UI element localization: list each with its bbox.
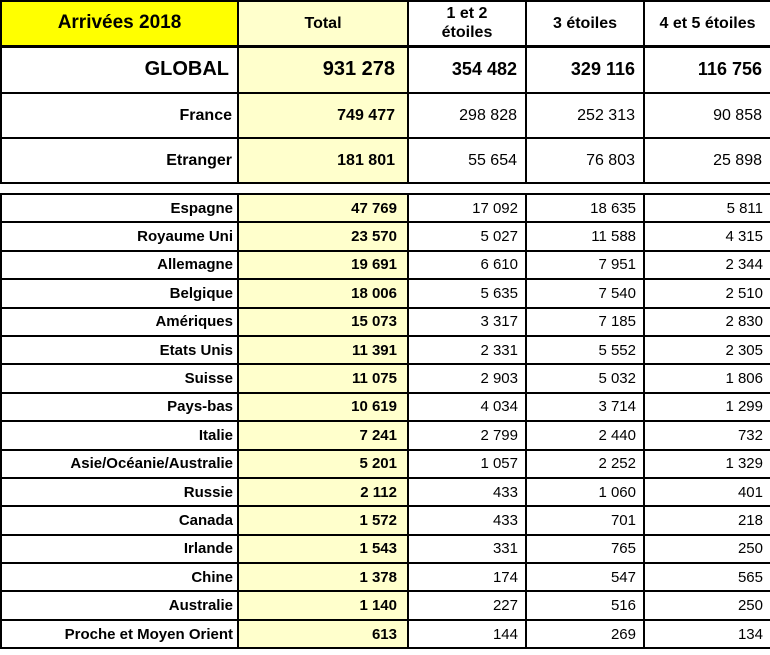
stars-4-5-cell: 134 [644, 620, 770, 648]
stars-3-cell: 7 185 [526, 308, 644, 336]
stars-1-2-cell: 298 828 [408, 93, 526, 138]
stars-3-cell: 7 951 [526, 251, 644, 279]
country-row-royaume-uni [1, 222, 770, 250]
row-label: Allemagne [1, 251, 238, 279]
stars-1-2-cell: 5 027 [408, 222, 526, 250]
row-label: Asie/Océanie/Australie [1, 450, 238, 478]
stars-3-cell: 701 [526, 506, 644, 534]
row-label: Russie [1, 478, 238, 506]
total-cell: 1 140 [238, 591, 408, 619]
row-label: Etats Unis [1, 336, 238, 364]
stars-1-2-cell: 433 [408, 506, 526, 534]
stars-1-2-cell: 4 034 [408, 393, 526, 421]
row-label: Royaume Uni [1, 222, 238, 250]
row-label: Suisse [1, 364, 238, 392]
stars-4-5-cell: 90 858 [644, 93, 770, 138]
stars-1-2-cell: 3 317 [408, 308, 526, 336]
row-label: Italie [1, 421, 238, 449]
country-row-espagne [1, 194, 770, 222]
row-label: Chine [1, 563, 238, 591]
total-cell: 1 543 [238, 535, 408, 563]
stars-3-cell: 11 588 [526, 222, 644, 250]
stars-4-5-cell: 1 299 [644, 393, 770, 421]
stars-4-5-cell: 1 806 [644, 364, 770, 392]
stars-3-cell: 1 060 [526, 478, 644, 506]
stars-1-2-cell: 433 [408, 478, 526, 506]
stars-4-5-cell: 732 [644, 421, 770, 449]
stars-1-2-cell: 6 610 [408, 251, 526, 279]
row-label: GLOBAL [1, 46, 238, 93]
row-label: Australie [1, 591, 238, 619]
row-label: Canada [1, 506, 238, 534]
row-label: Espagne [1, 194, 238, 222]
stars-3-cell: 76 803 [526, 138, 644, 183]
total-cell: 2 112 [238, 478, 408, 506]
row-label: Pays-bas [1, 393, 238, 421]
total-cell: 5 201 [238, 450, 408, 478]
stars-3-cell: 329 116 [526, 46, 644, 93]
stars-1-2-cell: 55 654 [408, 138, 526, 183]
stars-4-5-cell: 218 [644, 506, 770, 534]
total-cell: 181 801 [238, 138, 408, 183]
country-row-pays-bas [1, 393, 770, 421]
total-cell: 23 570 [238, 222, 408, 250]
total-cell: 18 006 [238, 279, 408, 307]
country-row-allemagne [1, 251, 770, 279]
country-row-canada [1, 506, 770, 534]
total-cell: 19 691 [238, 251, 408, 279]
stars-3-cell: 2 252 [526, 450, 644, 478]
stars-3-cell: 516 [526, 591, 644, 619]
country-row-proche-et-moyen-orient [1, 620, 770, 648]
column-header-total: Total [238, 1, 408, 46]
stars-3-cell: 252 313 [526, 93, 644, 138]
stars-1-2-cell: 331 [408, 535, 526, 563]
stars-4-5-cell: 2 830 [644, 308, 770, 336]
stars-1-2-cell: 227 [408, 591, 526, 619]
summary-table [0, 0, 770, 184]
stars-1-2-cell: 17 092 [408, 194, 526, 222]
stars-3-cell: 765 [526, 535, 644, 563]
row-label: Etranger [1, 138, 238, 183]
stars-3-cell: 3 714 [526, 393, 644, 421]
total-cell: 7 241 [238, 421, 408, 449]
total-cell: 613 [238, 620, 408, 648]
stars-4-5-cell: 4 315 [644, 222, 770, 250]
row-france [1, 93, 770, 138]
total-cell: 11 075 [238, 364, 408, 392]
column-header-1-2-stars: 1 et 2 étoiles [408, 1, 526, 46]
stars-3-cell: 2 440 [526, 421, 644, 449]
stars-4-5-cell: 401 [644, 478, 770, 506]
total-cell: 1 572 [238, 506, 408, 534]
stars-3-cell: 547 [526, 563, 644, 591]
country-row-irlande [1, 535, 770, 563]
total-cell: 1 378 [238, 563, 408, 591]
stars-1-2-cell: 2 799 [408, 421, 526, 449]
total-cell: 931 278 [238, 46, 408, 93]
column-header-4-5-stars: 4 et 5 étoiles [644, 1, 770, 46]
row-label: Proche et Moyen Orient [1, 620, 238, 648]
country-row-italie [1, 421, 770, 449]
stars-3-cell: 18 635 [526, 194, 644, 222]
country-row-etats-unis [1, 336, 770, 364]
country-row-ameriques [1, 308, 770, 336]
total-cell: 749 477 [238, 93, 408, 138]
stars-1-2-cell: 174 [408, 563, 526, 591]
column-header-3-stars: 3 étoiles [526, 1, 644, 46]
row-label: Belgique [1, 279, 238, 307]
row-label: Irlande [1, 535, 238, 563]
country-row-suisse [1, 364, 770, 392]
table-title: Arrivées 2018 [1, 1, 238, 46]
country-row-belgique [1, 279, 770, 307]
row-label: France [1, 93, 238, 138]
country-row-asie-oceanie-australie [1, 450, 770, 478]
section-divider-gap [0, 184, 770, 193]
stars-3-cell: 7 540 [526, 279, 644, 307]
stars-4-5-cell: 2 510 [644, 279, 770, 307]
stars-1-2-cell: 2 331 [408, 336, 526, 364]
total-cell: 10 619 [238, 393, 408, 421]
row-global [1, 46, 770, 93]
total-cell: 15 073 [238, 308, 408, 336]
stars-1-2-cell: 144 [408, 620, 526, 648]
country-row-russie [1, 478, 770, 506]
stars-4-5-cell: 250 [644, 535, 770, 563]
stars-1-2-cell: 354 482 [408, 46, 526, 93]
row-label: Amériques [1, 308, 238, 336]
stars-4-5-cell: 1 329 [644, 450, 770, 478]
stars-4-5-cell: 2 344 [644, 251, 770, 279]
countries-table [0, 193, 770, 649]
row-etranger [1, 138, 770, 183]
stars-4-5-cell: 5 811 [644, 194, 770, 222]
stars-1-2-cell: 2 903 [408, 364, 526, 392]
stars-3-cell: 5 032 [526, 364, 644, 392]
country-row-australie [1, 591, 770, 619]
country-row-chine [1, 563, 770, 591]
stars-1-2-cell: 5 635 [408, 279, 526, 307]
stars-1-2-cell: 1 057 [408, 450, 526, 478]
header-row [1, 1, 770, 46]
stars-3-cell: 5 552 [526, 336, 644, 364]
stars-4-5-cell: 2 305 [644, 336, 770, 364]
stars-4-5-cell: 25 898 [644, 138, 770, 183]
stars-3-cell: 269 [526, 620, 644, 648]
total-cell: 47 769 [238, 194, 408, 222]
total-cell: 11 391 [238, 336, 408, 364]
stars-4-5-cell: 250 [644, 591, 770, 619]
stars-4-5-cell: 565 [644, 563, 770, 591]
stars-4-5-cell: 116 756 [644, 46, 770, 93]
